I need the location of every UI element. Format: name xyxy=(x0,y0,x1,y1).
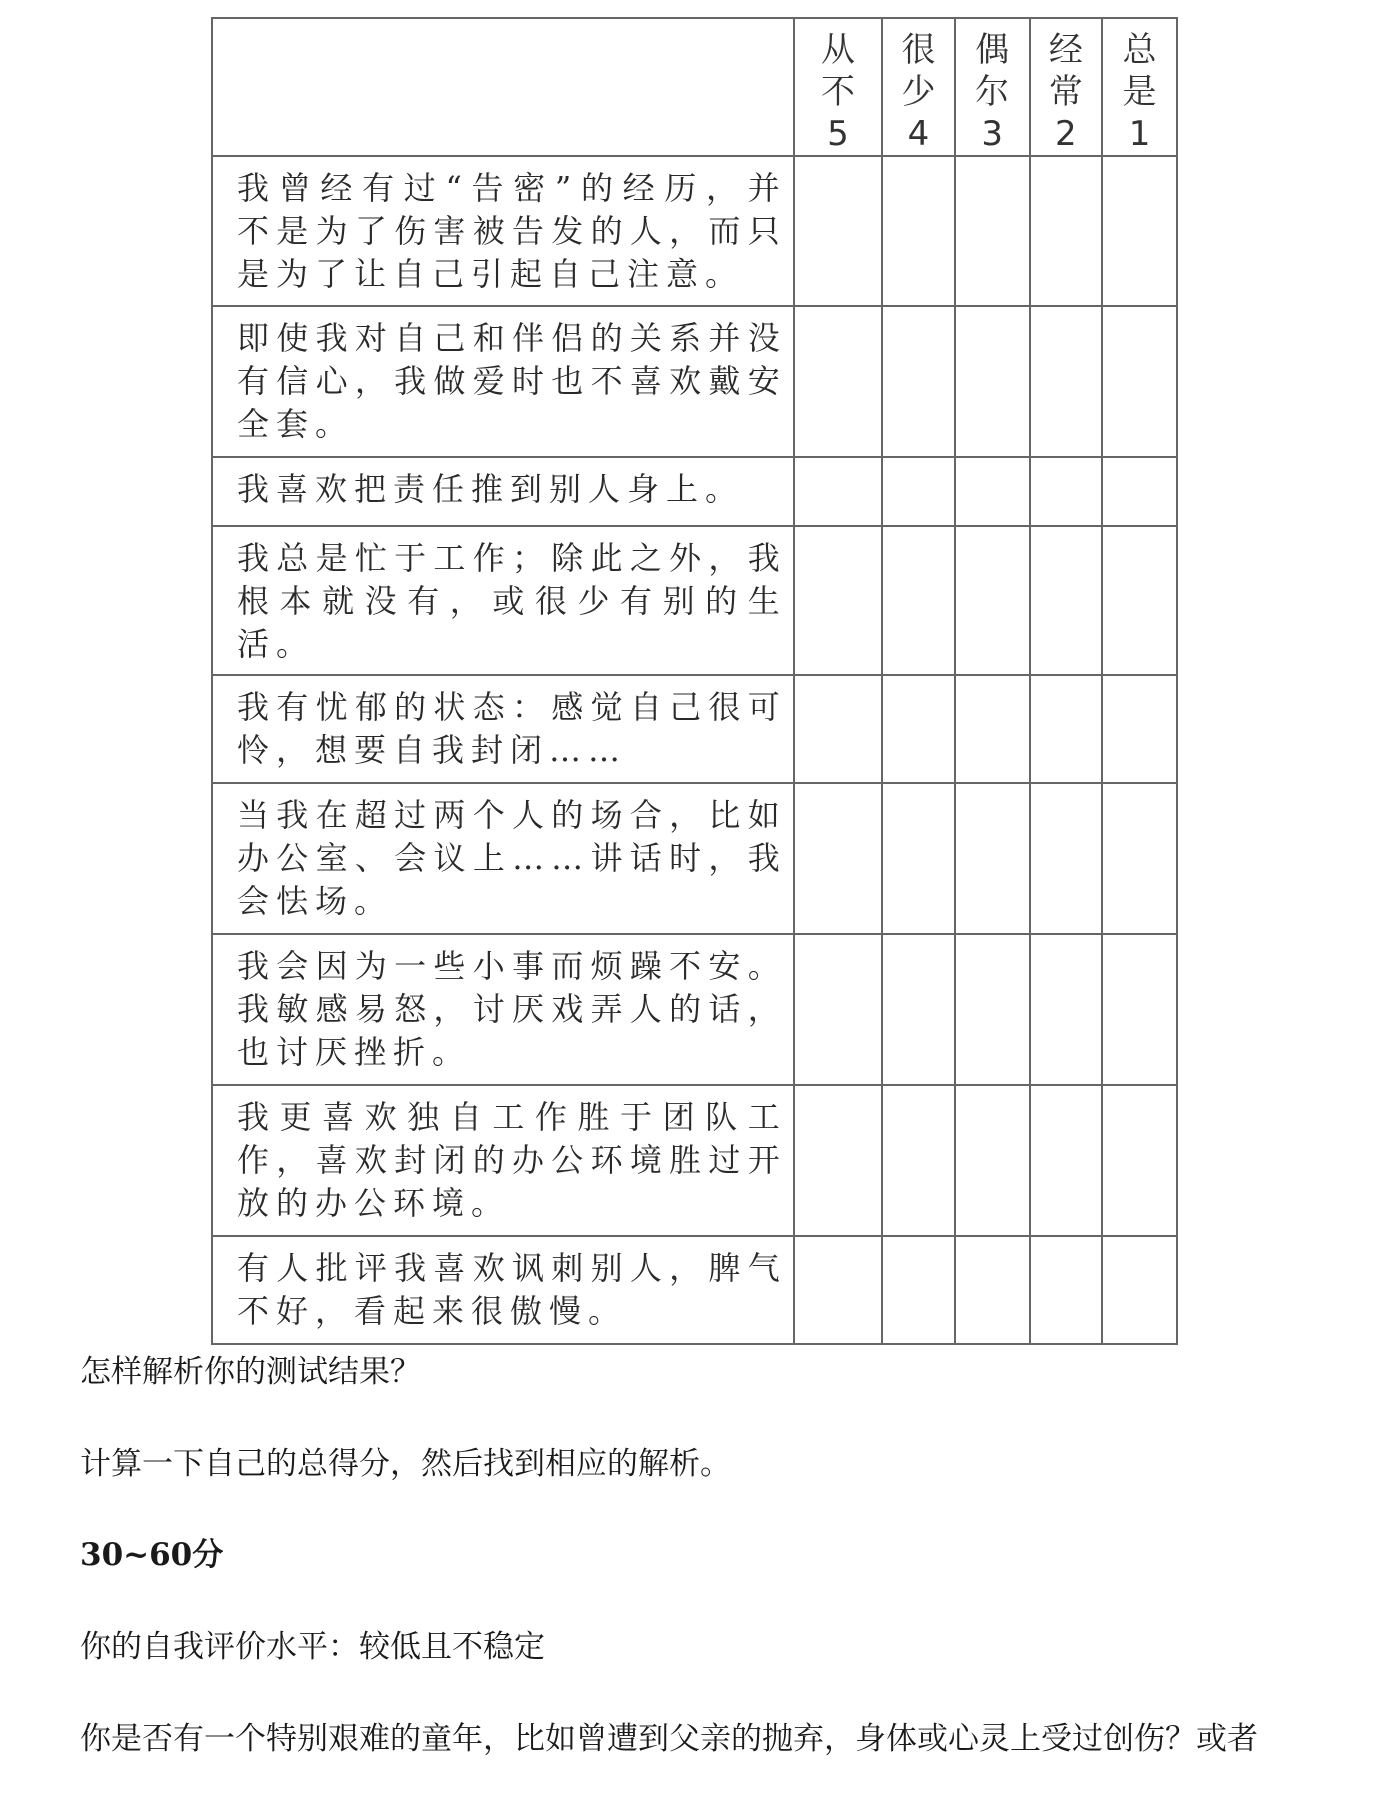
answer-cell-always[interactable] xyxy=(1102,783,1177,934)
table-header-row xyxy=(212,18,1177,156)
statement-cell: 当我在超过两个人的场合，比如办公室、会议上……讲话时，我会怯场。 xyxy=(212,783,794,934)
header-rarely-label: 很少 xyxy=(901,30,936,112)
answer-cell-often[interactable] xyxy=(1030,1085,1103,1236)
header-sometimes-score: 3 xyxy=(981,114,1003,154)
header-rarely xyxy=(882,18,955,156)
statement-cell: 我曾经有过“告密”的经历，并不是为了伤害被告发的人，而只是为了让自己引起自己注意。 xyxy=(212,156,794,306)
answer-cell-sometimes[interactable] xyxy=(955,675,1030,783)
statement-cell: 我更喜欢独自工作胜于团队工作，喜欢封闭的办公环境胜过开放的办公环境。 xyxy=(212,1085,794,1236)
answer-cell-often[interactable] xyxy=(1030,306,1103,457)
header-sometimes-label: 偶尔 xyxy=(975,30,1010,112)
answer-cell-always[interactable] xyxy=(1102,457,1177,526)
table-row xyxy=(212,783,1177,934)
answer-cell-sometimes[interactable] xyxy=(955,934,1030,1085)
answer-cell-often[interactable] xyxy=(1030,526,1103,675)
answer-cell-never[interactable] xyxy=(794,156,882,306)
header-often-score: 2 xyxy=(1055,114,1077,154)
answer-cell-rarely[interactable] xyxy=(882,526,955,675)
answer-cell-often[interactable] xyxy=(1030,1236,1103,1344)
answer-cell-often[interactable] xyxy=(1030,934,1103,1085)
table-row xyxy=(212,675,1177,783)
answer-cell-never[interactable] xyxy=(794,1236,882,1344)
answer-cell-rarely[interactable] xyxy=(882,457,955,526)
answer-cell-always[interactable] xyxy=(1102,675,1177,783)
answer-cell-sometimes[interactable] xyxy=(955,526,1030,675)
answer-cell-always[interactable] xyxy=(1102,934,1177,1085)
self-evaluation-level: 你的自我评价水平：较低且不稳定 xyxy=(80,1629,545,1665)
statement-cell: 我喜欢把责任推到别人身上。 xyxy=(212,457,794,526)
statement-cell: 即使我对自己和伴侣的关系并没有信心，我做爱时也不喜欢戴安全套。 xyxy=(212,306,794,457)
table-row xyxy=(212,934,1177,1085)
answer-cell-rarely[interactable] xyxy=(882,306,955,457)
self-esteem-survey-table xyxy=(211,17,1178,1345)
header-rarely-score: 4 xyxy=(907,114,930,154)
answer-cell-often[interactable] xyxy=(1030,156,1103,306)
answer-cell-sometimes[interactable] xyxy=(955,1236,1030,1344)
score-range-heading: 30~60分 xyxy=(80,1537,224,1573)
answer-cell-rarely[interactable] xyxy=(882,1236,955,1344)
answer-cell-sometimes[interactable] xyxy=(955,156,1030,306)
answer-cell-often[interactable] xyxy=(1030,675,1103,783)
header-never-score: 5 xyxy=(827,114,849,154)
statement-cell: 有人批评我喜欢讽刺别人，脾气不好，看起来很傲慢。 xyxy=(212,1236,794,1344)
answer-cell-sometimes[interactable] xyxy=(955,306,1030,457)
header-always-label: 总是 xyxy=(1122,30,1157,112)
header-blank-cell xyxy=(212,18,794,156)
statement-cell: 我会因为一些小事而烦躁不安。我敏感易怒，讨厌戏弄人的话，也讨厌挫折。 xyxy=(212,934,794,1085)
table-row xyxy=(212,306,1177,457)
table-row xyxy=(212,1236,1177,1344)
header-never-label: 从不 xyxy=(820,30,855,112)
answer-cell-always[interactable] xyxy=(1102,526,1177,675)
answer-cell-never[interactable] xyxy=(794,783,882,934)
answer-cell-always[interactable] xyxy=(1102,156,1177,306)
header-always-score: 1 xyxy=(1128,114,1151,154)
answer-cell-sometimes[interactable] xyxy=(955,1085,1030,1236)
answer-cell-always[interactable] xyxy=(1102,1236,1177,1344)
answer-cell-always[interactable] xyxy=(1102,1085,1177,1236)
scoring-instruction: 计算一下自己的总得分，然后找到相应的解析。 xyxy=(80,1446,731,1482)
answer-cell-rarely[interactable] xyxy=(882,1085,955,1236)
table-row xyxy=(212,457,1177,526)
answer-cell-rarely[interactable] xyxy=(882,156,955,306)
table-row xyxy=(212,1085,1177,1236)
answer-cell-never[interactable] xyxy=(794,675,882,783)
result-question: 怎样解析你的测试结果？ xyxy=(80,1354,421,1390)
header-often-label: 经常 xyxy=(1048,30,1083,112)
answer-cell-often[interactable] xyxy=(1030,783,1103,934)
answer-cell-sometimes[interactable] xyxy=(955,783,1030,934)
answer-cell-never[interactable] xyxy=(794,457,882,526)
answer-cell-rarely[interactable] xyxy=(882,934,955,1085)
answer-cell-never[interactable] xyxy=(794,526,882,675)
table-row xyxy=(212,156,1177,306)
statement-cell: 我总是忙于工作；除此之外，我根本就没有，或很少有别的生活。 xyxy=(212,526,794,675)
statement-cell: 我有忧郁的状态：感觉自己很可怜，想要自我封闭…… xyxy=(212,675,794,783)
interpretation-paragraph: 你是否有一个特别艰难的童年，比如曾遭到父亲的抛弃，身体或心灵上受过创伤？或者 xyxy=(80,1721,1258,1757)
answer-cell-rarely[interactable] xyxy=(882,783,955,934)
answer-cell-never[interactable] xyxy=(794,1085,882,1236)
answer-cell-never[interactable] xyxy=(794,306,882,457)
header-never xyxy=(794,18,882,156)
answer-cell-always[interactable] xyxy=(1102,306,1177,457)
answer-cell-never[interactable] xyxy=(794,934,882,1085)
table-row xyxy=(212,526,1177,675)
header-sometimes xyxy=(955,18,1030,156)
header-always xyxy=(1102,18,1177,156)
answer-cell-sometimes[interactable] xyxy=(955,457,1030,526)
answer-cell-often[interactable] xyxy=(1030,457,1103,526)
answer-cell-rarely[interactable] xyxy=(882,675,955,783)
header-often xyxy=(1030,18,1103,156)
